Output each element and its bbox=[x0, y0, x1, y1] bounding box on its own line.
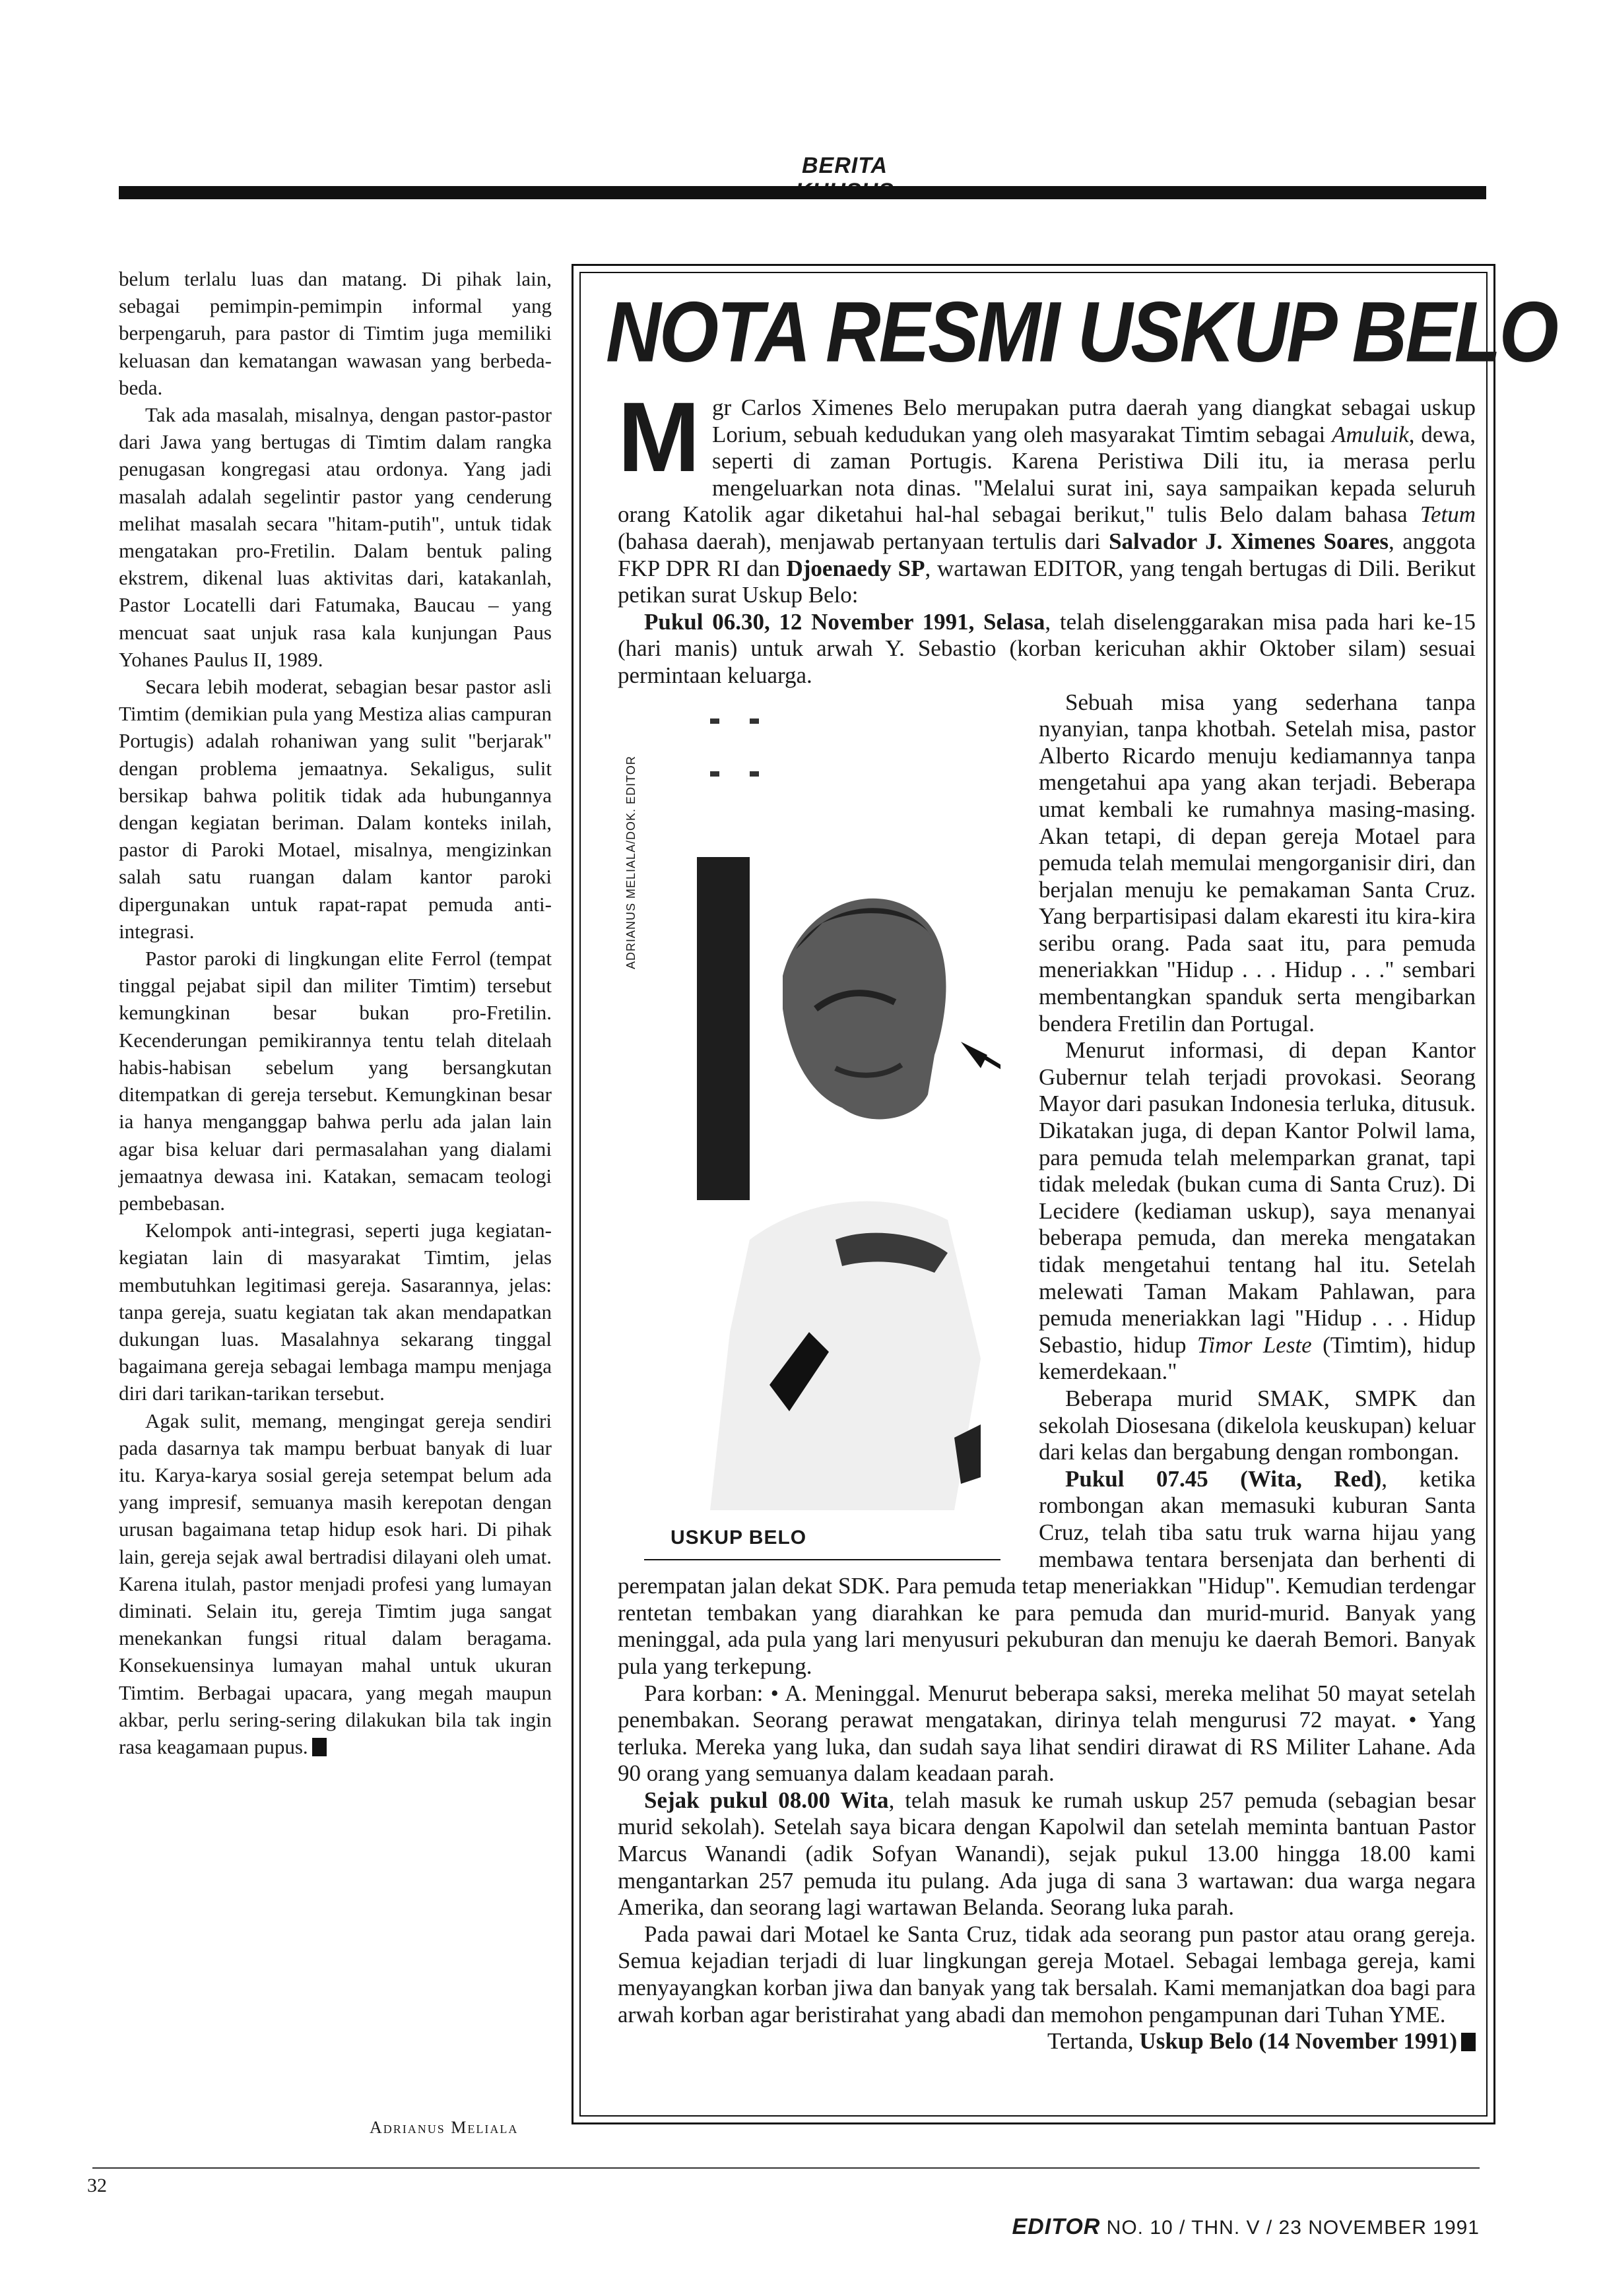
byline: Adrianus Meliala bbox=[370, 2118, 519, 2137]
article-paragraph-9: Pada pawai dari Motael ke Santa Cruz, tidak ada seorang pun pastor atau orang gereja. Semua kejadian terjadi di luar lingkungan gereja Motael. Sebagai lembaga gereja, kami menyayangkan korban jiwa dan banyak yang tak bersalah. Kami memanjatkan doa bagi para arwah korban agar beristirahat yang abadi dan memohon pengampunan dari Tuhan YME. bbox=[618, 1921, 1476, 2027]
article-lead: Mgr Carlos Ximenes Belo merupakan putra daerah yang diangkat sebagai uskup Lorium, sebuah kedudukan yang oleh masyarakat Timtim sebagai Amuluik, dewa, seperti di zaman Portugis. Karena Peristiwa Dili itu, ia merasa perlu mengeluarkan nota dinas. "Melalui surat ini, saya sampaikan kepada seluruh orang Katolik agar diketahui hal-hal sebagai berikut," tulis Belo dalam bahasa Tetum (bahasa daerah), menjawab pertanyaan tertulis dari Salvador J. Ximenes Soares, anggota FKP DPR RI dan Djoenaedy SP, wartawan EDITOR, yang tengah bertugas di Dili. Berikut petikan surat Uskup Belo: bbox=[618, 381, 1476, 608]
photo-caption: USKUP BELO bbox=[671, 1526, 807, 1548]
footer-issue-line bbox=[1012, 2214, 1480, 2240]
end-mark-icon bbox=[312, 1738, 327, 1756]
left-paragraph-5: Kelompok anti-integrasi, seperti juga kegiatan-kegiatan lain di masyarakat Timtim, jelas membutuhkan legitimasi gereja. Sasarannya, jelas: tanpa gereja, suatu kegiatan tak akan mendapatkan dukungan luas. Masalahnya sekarang tinggal bagaimana gereja sebagai lembaga mampu menjaga diri dari tarikan-tarikan tersebut. bbox=[119, 1219, 552, 1405]
left-column bbox=[119, 265, 552, 1760]
article-paragraph-2: Pukul 06.30, 12 November 1991, Selasa, telah diselenggarakan misa pada hari ke-15 (hari manis) untuk arwah Y. Sebastio (korban kericuhan akhir Oktober silam) sesuai permintaan keluarga. bbox=[618, 608, 1476, 688]
article-paragraph-5: Beberapa murid SMAK, SMPK dan sekolah Diosesana (dikelola keuskupan) keluar dari kelas dan bergabung dengan rombongan. bbox=[1039, 1385, 1476, 1465]
article-paragraph-8: Sejak pukul 08.00 Wita, telah masuk ke rumah uskup 257 pemuda (sebagian besar murid sekolah). Setelah saya bicara dengan Kapolwil dan setelah meminta bantuan Pastor Marcus Wanandi (adik Sofyan Wanandi), sejak pukul 13.00 hingga 18.00 kami mengantarkan 257 pemuda itu pulang. Ada juga di sana 3 wartawan: dua warga negara Amerika, dan seorang lagi wartawan Belanda. Seorang luka parah. bbox=[618, 1787, 1476, 1921]
drop-cap: M bbox=[618, 381, 700, 492]
article-paragraph-6: Pukul 07.45 (Wita, Red), ketika rombongan akan memasuki kuburan Santa Cruz, telah tiba satu truk warna hijau yang membawa tentara bersenjata dan berhenti di perempatan jalan dekat SDK. Para pemuda tetap meneriakkan "Hidup". Kemudian terdengar rentetan tembakan yang diarahkan ke para pemuda dan murid-murid. Banyak yang meninggal, ada pula yang lari menyusuri pekuburan dan menuju ke daerah Bemori. Banyak pula yang terkepung. bbox=[618, 1465, 1476, 1679]
magazine-name: EDITOR bbox=[1012, 2214, 1101, 2239]
photo-credit: ADRIANUS MELIALA/DOK. EDITOR bbox=[624, 755, 638, 969]
left-paragraph-2: Tak ada masalah, misalnya, dengan pastor-pastor dari Jawa yang bertugas di Timtim dalam rangka penugasan kongregasi atau ordonya. Yang jadi masalah adalah segelintir pastor yang cenderung melihat masalah secara "hitam-putih", untuk tidak mengatakan pro-Fretilin. Dalam bentuk paling ekstrem, dikenal luas aktivitas dari, katakanlah, Pastor Locatelli dari Fatumaka, Baucau – yang mencuat saat unjuk rasa kala kunjungan Paus Yohanes Paulus II, 1989. bbox=[119, 403, 552, 671]
left-paragraph-4: Pastor paroki di lingkungan elite Ferrol (tempat tinggal pejabat sipil dan militer Timtim) tersebut kemungkinan besar bukan pro-Fretilin. Kecenderungan pemikirannya tentu telah ditelaah habis-habisan sebelum yang bersangkutan ditempatkan di gereja tersebut. Kemungkinan besar ia hanya menganggap bahwa perlu ada jalan lain agar bisa keluar dari permasalahan yang dialami jemaatnya dewasa ini. Katakan, semacam teologi pembebasan. bbox=[119, 947, 552, 1215]
feature-article bbox=[618, 381, 1476, 2055]
section-label: BERITA bbox=[801, 153, 888, 178]
left-paragraph-1: belum terlalu luas dan matang. Di pihak lain, sebagai pemimpin-pemimpin informal yang berpengaruh, para pastor di Timtim juga memiliki keluasan dan kematangan wawasan yang berbeda-beda. bbox=[119, 267, 552, 399]
article-paragraph-7: Para korban: • A. Meninggal. Menurut beberapa saksi, mereka melihat 50 mayat setelah penembakan. Seorang perawat mengatakan, dirinya telah mengurusi 72 mayat. • Yang terluka. Mereka yang luka, dan sudah saya lihat sendiri dirawat di RS Militer Lahane. Ada 90 orang yang semuanya dalam keadaan parah. bbox=[618, 1680, 1476, 1787]
portrait-image bbox=[671, 699, 1000, 1510]
article-paragraph-3: ADRIANUS MELIALA/DOK. EDITOR USKUP BELO Sebuah misa yang sederhana tanpa nyanyian, tanpa khotbah. Setelah misa, pastor Alberto Ricardo menuju kediamannya tanpa mengetahui apa yang akan terjadi. Beberapa umat kembali ke rumahnya masing-masing. Akan tetapi, di depan gereja Motael para pemuda telah memulai mengorganisir diri, dan berjalan menuju ke pemakaman Santa Cruz. Yang berpartisipasi dalam ekaresti itu kira-kira seribu orang. Pada saat itu, para pemuda meneriakkan "Hidup . . . Hidup . . ." sembari membentangkan spanduk serta mengibarkan bendera Fretilin dan Portugal. bbox=[618, 689, 1476, 1038]
signoff: Tertanda, Uskup Belo (14 November 1991) bbox=[618, 2028, 1476, 2055]
header-rule bbox=[119, 186, 1486, 199]
left-paragraph-6 bbox=[119, 1407, 552, 1761]
end-mark-icon bbox=[1461, 2033, 1476, 2051]
footer-rule bbox=[92, 2167, 1480, 2169]
photo-block bbox=[618, 692, 1020, 1560]
issue-info: NO. 10 / THN. V / 23 NOVEMBER 1991 bbox=[1100, 2217, 1480, 2239]
bishop-portrait-photo bbox=[644, 699, 1000, 1510]
left-paragraph-6-text: Agak sulit, memang, mengingat gereja sendiri pada dasarnya tak mampu berbuat banyak di luar itu. Karya-karya sosial gereja setempat belum ada yang impresif, semuanya masih kerepotan dengan urusan bagaimana tetap hidup esok hari. Di pihak lain, gereja sejak awal bertradisi dilayani oleh umat. Karena itulah, pastor menjadi profesi yang lumayan diminati. Selain itu, gereja Timtim juga sangat menekankan fungsi ritual dalam beragama. Konsekuensinya lumayan mahal untuk ukuran Timtim. Berbagai upacara, yang megah maupun akbar, perlu sering-sering dilakukan bila tak ingin rasa keagamaan pupus. bbox=[119, 1409, 552, 1758]
feature-headline: NOTA RESMI USKUP BELO bbox=[606, 284, 1557, 380]
caption-rule bbox=[644, 1559, 1000, 1560]
article-paragraph-4: Menurut informasi, di depan Kantor Gubernur telah terjadi provokasi. Seorang Mayor dari pasukan Indonesia terluka, ditusuk. Dikatakan juga, di depan Kantor Polwil lama, para pemuda telah melemparkan granat, tapi tidak meledak (bukan cuma di Santa Cruz). Di Lecidere (kediaman uskup), saya menanyai beberapa pemuda, dan mereka mengatakan tidak mengetahui tentang hal itu. Setelah melewati Taman Makam Pahlawan, para pemuda meneriakkan lagi "Hidup . . . Hidup Sebastio, hidup Timor Leste (Timtim), hidup kemerdekaan." bbox=[1039, 1037, 1476, 1385]
left-paragraph-3: Secara lebih moderat, sebagian besar pastor asli Timtim (demikian pula yang Mestiza alias campuran Portugis) adalah rohaniwan yang sulit "berjarak" dengan problema jemaatnya. Sekaligus, sulit bersikap bahwa politik tidak ada hubungannya dengan kegiatan beriman. Dalam konteks inilah, pastor di Paroki Motael, misalnya, mengizinkan salah satu ruangan dalam kantor paroki dipergunakan untuk rapat-rapat pemuda anti-integrasi. bbox=[119, 675, 552, 943]
page-number: 32 bbox=[87, 2175, 107, 2196]
